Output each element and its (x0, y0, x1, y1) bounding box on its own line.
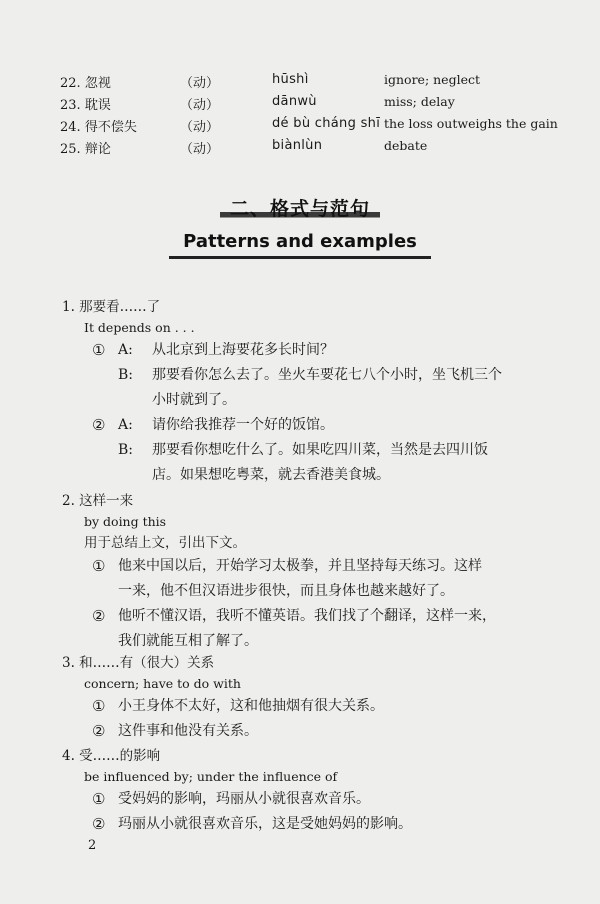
example-number: ② (92, 416, 106, 434)
vocab-pinyin: dānwù (272, 94, 317, 109)
pattern-1 (62, 296, 572, 488)
example-item (92, 719, 572, 744)
vocab-number: 25. (60, 142, 81, 157)
example-text: 他来中国以后，开始学习太极拳，并且坚持每天练习。这样 (118, 558, 482, 574)
vocab-word: 耽误 (84, 98, 111, 113)
example-item (92, 438, 572, 488)
example-number: ① (92, 341, 106, 359)
vocab-number: 23. (60, 98, 81, 113)
dialogue-line-continued: 小时就到了。 (152, 392, 236, 408)
vocab-part-of-speech: （动） (180, 98, 220, 113)
example-text-continued: 一来，他不但汉语进步很快，而且身体也越来越好了。 (118, 583, 454, 599)
dialogue-line: 从北京到上海要花多长时间？ (152, 342, 334, 358)
pattern-english: concern; have to do with (84, 676, 241, 691)
vocab-row (60, 116, 580, 138)
example-text: 受妈妈的影响，玛丽从小就很喜欢音乐。 (118, 791, 370, 807)
example-text: 他听不懂汉语，我听不懂英语。我们找了个翻译，这样一来， (118, 608, 496, 624)
section-heading-english: Patterns and examples (169, 228, 431, 259)
vocab-word: 忽视 (84, 76, 111, 91)
vocab-pinyin: dé bù cháng shī (272, 116, 381, 131)
example-number: ① (92, 790, 106, 808)
vocab-row (60, 138, 580, 160)
section-heading-chinese: 二、格式与范句 (220, 192, 380, 224)
vocab-number: 22. (60, 76, 81, 91)
page-number: 2 (88, 838, 97, 853)
pattern-4 (62, 745, 572, 837)
example-text-continued: 我们就能互相了解了。 (118, 633, 258, 649)
example-number: ② (92, 722, 106, 740)
dialogue-speaker: A: (118, 342, 133, 358)
example-item (92, 554, 572, 604)
vocab-word: 辩论 (84, 142, 111, 157)
vocab-row (60, 72, 580, 94)
example-number: ① (92, 557, 106, 575)
example-item (92, 604, 572, 654)
vocab-number: 24. (60, 120, 81, 135)
example-text: 小王身体不太好，这和他抽烟有很大关系。 (118, 698, 384, 714)
pattern-usage-note: 用于总结上文，引出下文。 (84, 535, 246, 551)
section-heading-chinese-wrap (0, 192, 600, 224)
pattern-3 (62, 652, 572, 744)
example-number: ② (92, 815, 106, 833)
vocab-pinyin: biànlùn (272, 138, 323, 153)
pattern-2 (62, 490, 572, 654)
dialogue-speaker: B: (118, 442, 134, 458)
example-list (92, 554, 572, 654)
pattern-english: It depends on . . . (84, 320, 195, 335)
dialogue-line: 请你给我推荐一个好的饭馆。 (152, 417, 334, 433)
dialogue-line: 那要看你想吃什么了。如果吃四川菜，当然是去四川饭 (152, 442, 488, 458)
vocab-word: 得不偿失 (84, 120, 137, 135)
dialogue-line-continued: 店。如果想吃粤菜，就去香港美食城。 (152, 467, 390, 483)
pattern-title: 2. 这样一来 (62, 493, 134, 509)
vocab-part-of-speech: （动） (180, 142, 220, 157)
vocab-pinyin: hūshì (272, 72, 309, 87)
vocab-english: the loss outweighs the gain (384, 116, 558, 131)
vocabulary-list (60, 72, 580, 160)
vocab-english: miss; delay (384, 94, 455, 109)
dialogue-speaker: A: (118, 417, 133, 433)
pattern-english: by doing this (84, 514, 167, 529)
vocab-row (60, 94, 580, 116)
vocab-english: debate (384, 138, 428, 153)
vocab-part-of-speech: （动） (180, 120, 220, 135)
example-number: ② (92, 607, 106, 625)
example-list (92, 787, 572, 837)
example-list (92, 338, 572, 488)
vocab-english: ignore; neglect (384, 72, 481, 87)
vocab-part-of-speech: （动） (180, 76, 220, 91)
example-text: 这件事和他没有关系。 (118, 723, 258, 739)
example-item (92, 787, 572, 812)
example-number: ① (92, 697, 106, 715)
example-text: 玛丽从小就很喜欢音乐，这是受她妈妈的影响。 (118, 816, 412, 832)
example-item (92, 694, 572, 719)
example-item (92, 413, 572, 438)
pattern-title: 1. 那要看……了 (62, 299, 161, 315)
pattern-title: 4. 受……的影响 (62, 748, 161, 764)
example-item (92, 812, 572, 837)
example-item (92, 338, 572, 363)
pattern-title: 3. 和……有（很大）关系 (62, 655, 215, 671)
example-item (92, 363, 572, 413)
example-list (92, 694, 572, 744)
section-heading-english-wrap (0, 228, 600, 259)
pattern-english: be influenced by; under the influence of (84, 769, 338, 784)
dialogue-speaker: B: (118, 367, 134, 383)
dialogue-line: 那要看你怎么去了。坐火车要花七八个小时，坐飞机三个 (152, 367, 502, 383)
